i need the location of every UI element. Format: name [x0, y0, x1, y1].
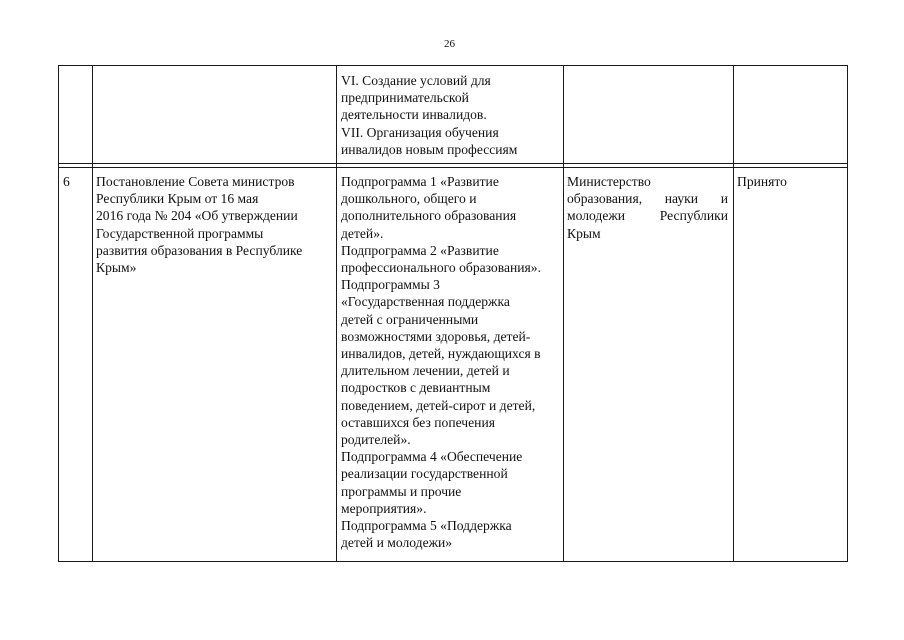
table-top-border [58, 65, 848, 66]
table-cell-line [567, 190, 728, 207]
table-cell-line: деятельности инвалидов. [341, 107, 487, 123]
table-bottom-border [58, 561, 848, 562]
table-cell-word: молодежи [567, 208, 626, 224]
table-cell-line [567, 173, 728, 190]
table-cell-line: 2016 года № 204 «Об утверждении [96, 208, 298, 224]
table-cell-line [567, 225, 728, 242]
table-cell-line: Подпрограмма 1 «Развитие [341, 174, 499, 189]
table-cell-line: Республики Крым от 16 мая [96, 191, 259, 207]
column-divider [733, 65, 734, 562]
table-cell-line: «Государственная поддержка [341, 294, 510, 310]
column-divider [847, 65, 848, 562]
row-divider-second [58, 167, 848, 168]
table-cell-word: Министерство [567, 174, 651, 189]
table-cell-line: поведением, детей-сирот и детей, [341, 397, 536, 413]
table-cell-line: VI. Создание условий для [341, 73, 491, 88]
table-cell-line: VII. Организация обучения [341, 124, 499, 140]
column-divider [58, 65, 59, 562]
table-cell-line: дошкольного, общего и [341, 191, 477, 207]
programs-cell [341, 173, 541, 551]
table-cell-line: Подпрограмма 4 «Обеспечение [341, 449, 523, 465]
table-cell-line: предпринимательской [341, 90, 469, 106]
table-cell-line: профессионального образования». [341, 260, 542, 276]
table-cell-line: возможностями здоровья, детей- [341, 328, 531, 344]
table-cell-line: инвалидов новым профессиям [341, 141, 518, 157]
table-cell-word: образования, [567, 191, 643, 207]
table-cell-word: Республики [659, 208, 728, 224]
table-cell-line: Крым» [96, 260, 137, 276]
table-cell-line: реализации государственной [341, 466, 508, 482]
status-cell: Принято [737, 174, 787, 189]
table-cell-line: мероприятия». [341, 500, 427, 516]
table-cell-line: детей с ограниченными [341, 311, 479, 327]
table-cell-word: Крым [567, 225, 601, 241]
executor-cell [567, 173, 728, 242]
table-cell-line: Государственной программы [96, 225, 264, 241]
table-cell-line: Постановление Совета министров [96, 174, 295, 189]
table-cell-line: программы и прочие [341, 483, 462, 499]
table-cell-line: детей». [341, 225, 384, 241]
table-cell-line: Подпрограмма 5 «Поддержка [341, 518, 512, 534]
table-cell-line: подростков с девиантным [341, 380, 491, 396]
column-divider [336, 65, 337, 562]
table-row-continuation-programs [341, 72, 517, 158]
table-cell-line: оставшихся без попечения [341, 414, 495, 430]
row-number: 6 [63, 174, 70, 189]
page-number: 26 [444, 38, 455, 50]
table-cell-line: дополнительного образования [341, 208, 517, 224]
table-cell-word: науки [664, 191, 699, 207]
table-cell-line [567, 207, 728, 224]
document-table [58, 65, 848, 562]
table-cell-line: родителей». [341, 432, 411, 448]
table-cell-line: Подпрограмма 2 «Развитие [341, 242, 499, 258]
document-cell [96, 173, 302, 276]
column-divider [563, 65, 564, 562]
table-cell-line: детей и молодежи» [341, 535, 453, 551]
table-cell-word: и [720, 191, 728, 207]
row-divider [58, 163, 848, 164]
column-divider [92, 65, 93, 562]
table-cell-line: длительном лечении, детей и [341, 363, 510, 379]
table-cell-line: инвалидов, детей, нуждающихся в [341, 346, 541, 362]
table-cell-line: Подпрограммы 3 [341, 277, 440, 293]
table-cell-line: развития образования в Республике [96, 242, 303, 258]
